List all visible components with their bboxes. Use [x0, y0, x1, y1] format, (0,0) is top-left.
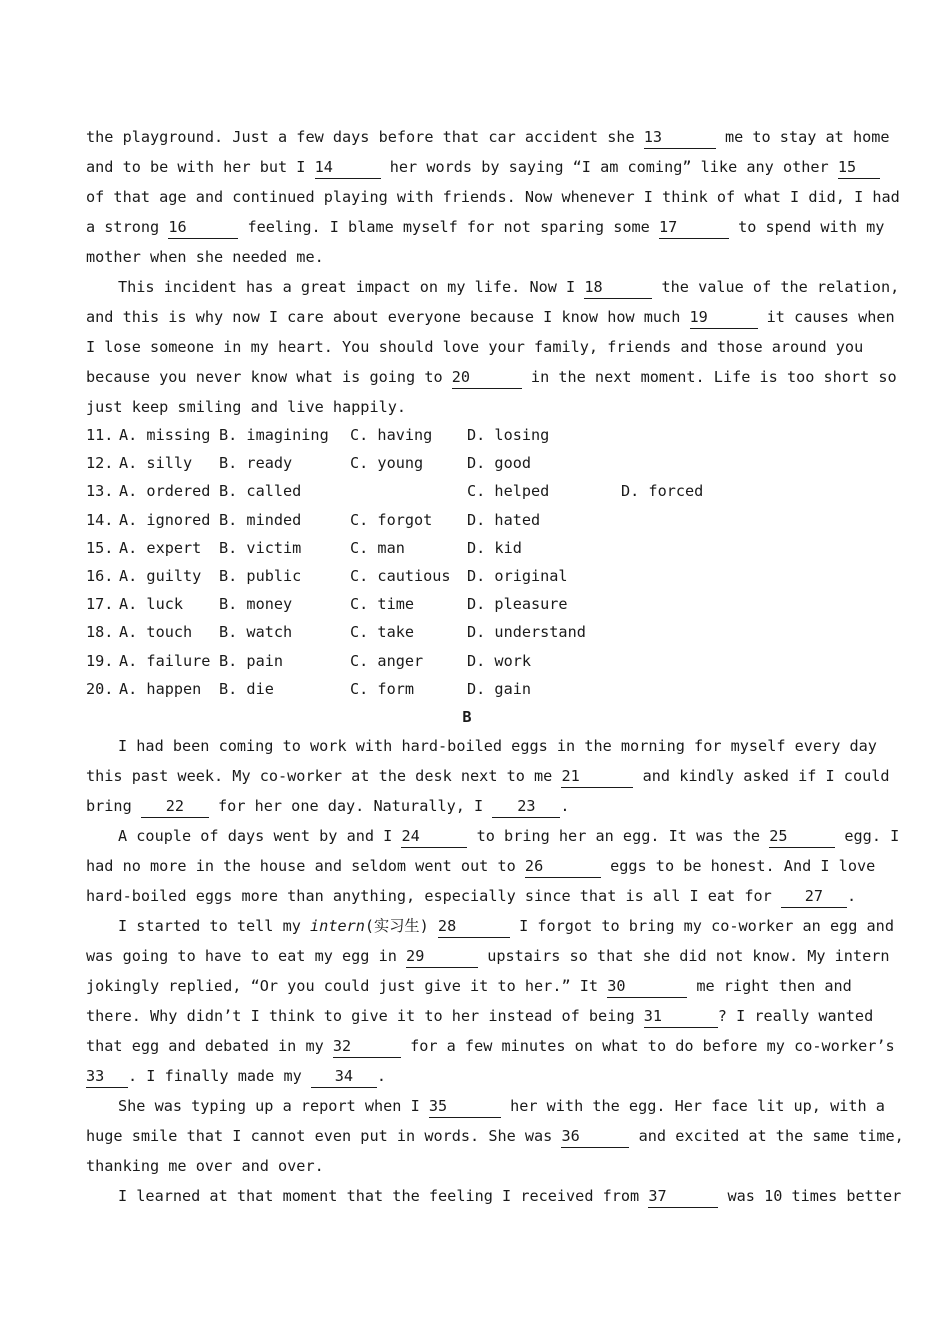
passage-b-paragraph-2 [86, 821, 900, 911]
text-line: bring 22 for her one day. Naturally, I 23 . [86, 791, 848, 821]
text-line: hard-boiled eggs more than anything, especially since that is all I eat for 27 . [86, 881, 848, 911]
option-row: 16. A. guilty B. public C. cautious D. original [86, 566, 568, 585]
text-line: jokingly replied, “Or you could just give it to her.” It 30 me right then and [86, 971, 848, 1001]
blank-35[interactable]: 35 [429, 1095, 501, 1118]
text-line: and to be with her but I 14 her words by saying “I am coming” like any other 15 [86, 152, 848, 182]
blank-15[interactable]: 15 [838, 156, 880, 179]
blank-34[interactable]: 34 [311, 1065, 377, 1088]
text-line: there. Why didn’t I think to give it to her instead of being 31 ? I really wanted [86, 1001, 848, 1031]
blank-31[interactable]: 31 [644, 1005, 718, 1028]
option-row: 15. A. expert B. victim C. man D. kid [86, 538, 522, 557]
answer-options-list [86, 421, 848, 703]
passage-b-paragraph-4 [86, 1091, 904, 1181]
passage-b-paragraph-1 [86, 731, 890, 821]
option-row: 20. A. happen B. die C. form D. gain [86, 679, 532, 698]
text-line: because you never know what is going to 20 in the next moment. Life is too short so [86, 362, 848, 392]
text-line: mother when she needed me. [86, 248, 324, 266]
blank-30[interactable]: 30 [607, 975, 687, 998]
blank-26[interactable]: 26 [525, 855, 601, 878]
text-line: a strong 16 feeling. I blame myself for not sparing some 17 to spend with my [86, 212, 848, 242]
option-row: 18. A. touch B. watch C. take D. understand [86, 623, 586, 642]
blank-27[interactable]: 27 [781, 885, 847, 908]
option-row: 19. A. failure B. pain C. anger D. work [86, 651, 532, 670]
option-row: 14. A. ignored B. minded C. forgot D. hated [86, 510, 541, 529]
text-line: that egg and debated in my 32 for a few minutes on what to do before my co-worker’s [86, 1031, 848, 1061]
blank-14[interactable]: 14 [315, 156, 381, 179]
text-line: She was typing up a report when I 35 her with the egg. Her face lit up, with a [86, 1091, 848, 1121]
option-row: 17. A. luck B. money C. time D. pleasure [86, 595, 568, 614]
option-row: 13. A. ordered B. called C. helped D. forced [86, 482, 704, 501]
blank-24[interactable]: 24 [401, 825, 467, 848]
text-line: the playground. Just a few days before that car accident she 13 me to stay at home [86, 122, 848, 152]
passage-a-paragraph-1 [86, 122, 900, 272]
text-line: I lose someone in my heart. You should love your family, friends and those around you [86, 338, 864, 356]
document-page [86, 122, 904, 1211]
blank-21[interactable]: 21 [561, 765, 633, 788]
text-line: this past week. My co-worker at the desk next to me 21 and kindly asked if I could [86, 761, 848, 791]
blank-29[interactable]: 29 [406, 945, 478, 968]
blank-22[interactable]: 22 [141, 795, 209, 818]
section-heading: B [462, 707, 472, 726]
blank-19[interactable]: 19 [690, 306, 758, 329]
text-line: was going to have to eat my egg in 29 upstairs so that she did not know. My intern [86, 941, 848, 971]
text-line: just keep smiling and live happily. [86, 398, 407, 416]
passage-a-paragraph-2 [86, 272, 900, 422]
passage-b-paragraph-5 [86, 1181, 902, 1211]
blank-23[interactable]: 23 [492, 795, 560, 818]
blank-13[interactable]: 13 [644, 126, 716, 149]
option-row: 12. A. silly B. ready C. young D. good [86, 454, 532, 473]
text-line: and this is why now I care about everyone because I know how much 19 it causes when [86, 302, 848, 332]
blank-25[interactable]: 25 [769, 825, 835, 848]
text-line: of that age and continued playing with friends. Now whenever I think of what I did, I had [86, 188, 900, 206]
passage-b-paragraph-3 [86, 911, 895, 1091]
blank-16[interactable]: 16 [168, 216, 238, 239]
blank-28[interactable]: 28 [438, 915, 510, 938]
blank-17[interactable]: 17 [659, 216, 729, 239]
option-row: 11. A. missing B. imagining C. having D. losing [86, 426, 550, 444]
text-line: thanking me over and over. [86, 1156, 324, 1175]
blank-36[interactable]: 36 [561, 1125, 629, 1148]
blank-20[interactable]: 20 [452, 366, 522, 389]
text-line: This incident has a great impact on my life. Now I 18 the value of the relation, [86, 272, 848, 302]
blank-37[interactable]: 37 [648, 1185, 718, 1208]
text-line: A couple of days went by and I 24 to bring her an egg. It was the 25 egg. I [86, 821, 848, 851]
text-line: I had been coming to work with hard-boiled eggs in the morning for myself every day [118, 736, 877, 755]
blank-33[interactable]: 33 [86, 1065, 128, 1088]
text-line: huge smile that I cannot even put in words. She was 36 and excited at the same time, [86, 1121, 848, 1151]
text-line: 33 . I finally made my 34 . [86, 1061, 848, 1091]
text-line: I started to tell my intern(实习生) 28 I forgot to bring my co-worker an egg and [86, 911, 848, 941]
text-line: I learned at that moment that the feeling I received from 37 was 10 times better [86, 1181, 848, 1211]
blank-32[interactable]: 32 [333, 1035, 401, 1058]
text-line: had no more in the house and seldom went out to 26 eggs to be honest. And I love [86, 851, 848, 881]
blank-18[interactable]: 18 [584, 276, 652, 299]
